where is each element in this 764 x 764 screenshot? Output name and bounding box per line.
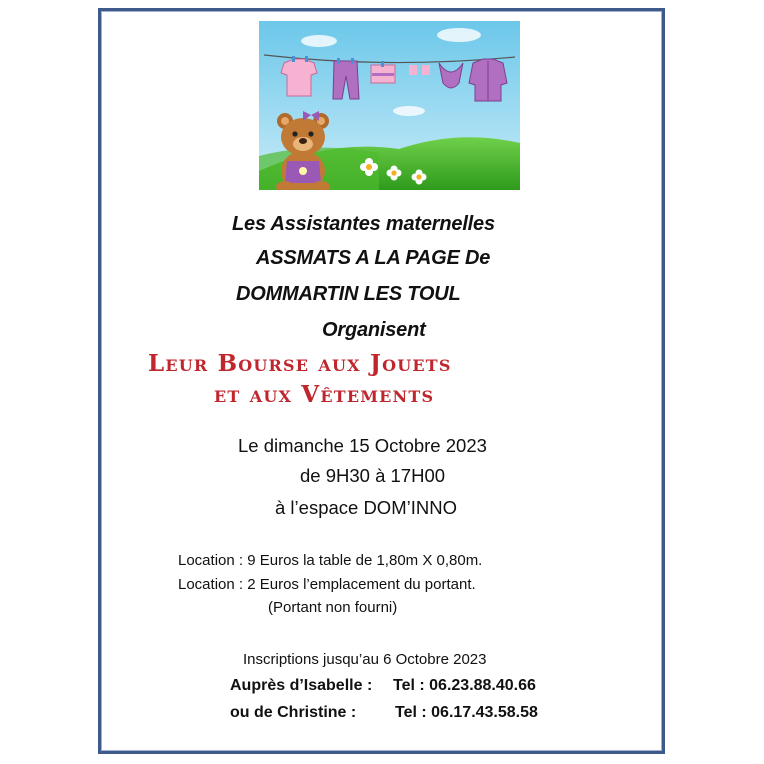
header-line-1: Les Assistantes maternelles [232, 213, 495, 235]
event-title-line-1: Leur Bourse aux Jouets [148, 350, 452, 377]
pricing-table: Location : 9 Euros la table de 1,80m X 0,80m. [178, 552, 483, 569]
contact-isabelle-phone: Tel : 06.23.88.40.66 [393, 677, 536, 694]
header-line-3: DOMMARTIN LES TOUL [236, 283, 461, 305]
event-place: à l’espace DOM’INNO [275, 497, 457, 518]
illustration-teddy-clothesline [259, 21, 520, 190]
contact-isabelle-name: Auprès d’Isabelle : [230, 677, 373, 694]
event-date: Le dimanche 15 Octobre 2023 [238, 435, 487, 456]
contact-christine-name: ou de Christine : [230, 704, 357, 721]
registration-deadline: Inscriptions jusqu’au 6 Octobre 2023 [243, 651, 487, 668]
header-line-4: Organisent [322, 319, 426, 341]
pricing-note: (Portant non fourni) [268, 599, 398, 616]
header-line-2: ASSMATS A LA PAGE De [256, 247, 491, 269]
pricing-rack: Location : 2 Euros l’emplacement du portant. [178, 576, 476, 593]
event-hours: de 9H30 à 17H00 [300, 465, 446, 486]
contact-christine-phone: Tel : 06.17.43.58.58 [395, 704, 538, 721]
event-title-line-2: et aux Vêtements [214, 381, 435, 408]
